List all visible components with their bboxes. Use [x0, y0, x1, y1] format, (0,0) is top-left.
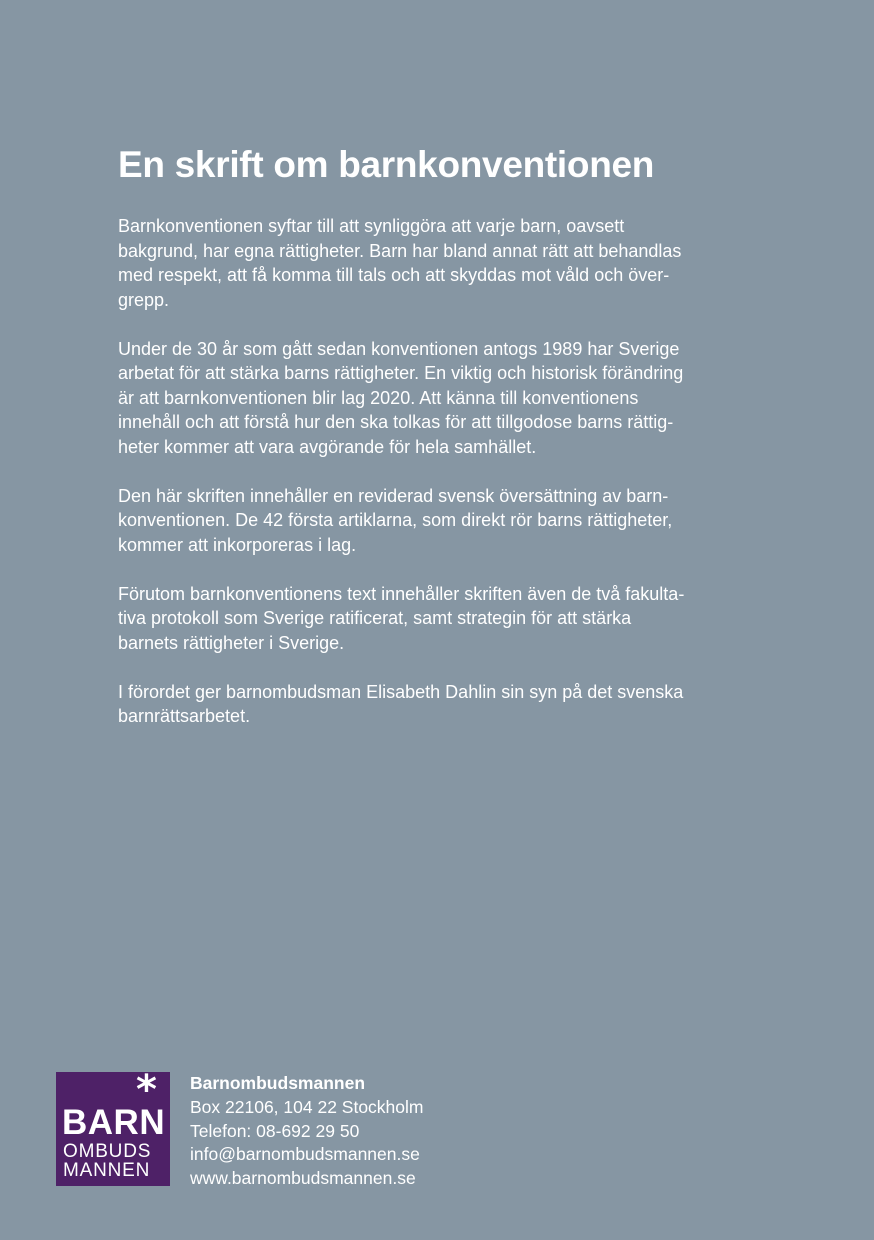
paragraph-protocols: Förutom barnkonventionens text innehåller skriften även de två fakulta- tiva protokoll som Sverige ratificerat, samt strategin för att stärka barnets rättigheter i Sverige.: [118, 583, 685, 653]
logo-line-barn: BARN: [62, 1103, 166, 1142]
main-content: [118, 140, 768, 753]
contact-block: [190, 1072, 550, 1191]
logo-line-ombuds: OMBUDS: [63, 1141, 152, 1162]
paragraph-translation: Den här skriften innehåller en reviderad svensk översättning av barn- konventionen. De 42 första artiklarna, som direkt rör barns rättigheter, kommer att inkorporeras i lag.: [118, 485, 673, 555]
website-url: www.barnombudsmannen.se: [190, 1168, 416, 1189]
organization-name: Barnombudsmannen: [190, 1073, 366, 1093]
paragraph-history: Under de 30 år som gått sedan konventionen antogs 1989 har Sverige arbetat för att stärka barns rättigheter. En viktig och historisk förändring är att barnkonventionen blir lag 2020. Att känna till konventionens innehåll och att förstå hur den ska tolkas för att tillgodose barns rättig- heter kommer att vara avgörande för hela samhället.: [118, 338, 684, 457]
phone-number: Telefon: 08-692 29 50: [190, 1120, 360, 1141]
email-address: info@barnombudsmannen.se: [190, 1144, 420, 1165]
barnombudsmannen-logo: [56, 1072, 170, 1186]
logo-line-mannen: MANNEN: [63, 1160, 151, 1181]
asterisk-icon: *: [136, 1072, 157, 1113]
page-title: En skrift om barnkonventionen: [118, 144, 655, 185]
paragraph-foreword: I förordet ger barnombudsman Elisabeth Dahlin sin syn på det svenska barnrättsarbetet.: [118, 681, 684, 726]
postal-address: Box 22106, 104 22 Stockholm: [190, 1096, 424, 1117]
paragraph-intro: Barnkonventionen syftar till att synliggöra att varje barn, oavsett bakgrund, har egna rättigheter. Barn har bland annat rätt att behandlas med respekt, att få komma till tals och att skyddas mot våld och över- grepp.: [118, 216, 682, 310]
